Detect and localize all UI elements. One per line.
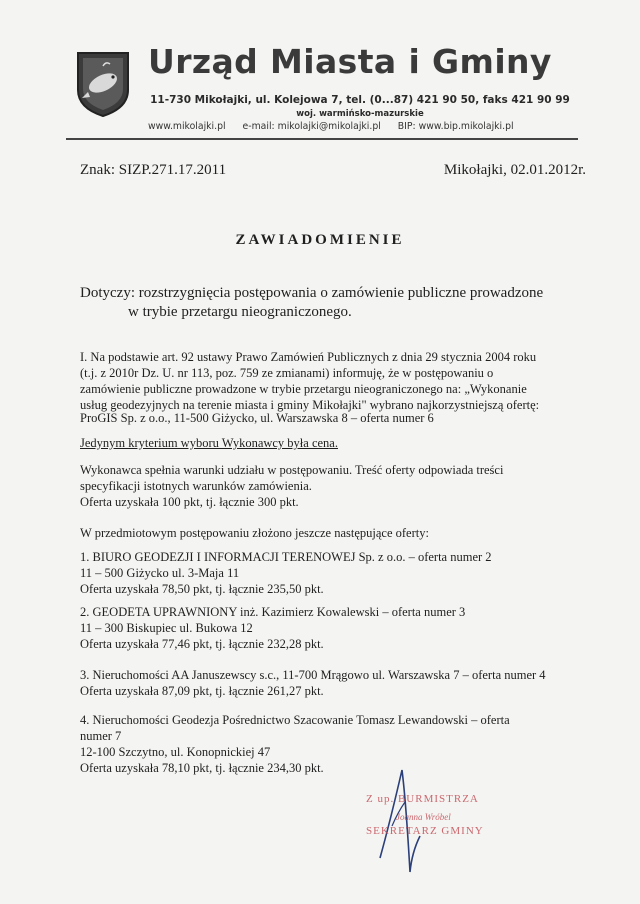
letterhead-title: Urząd Miasta i Gminy (148, 42, 552, 81)
criterion-line (80, 435, 580, 451)
offer-item (80, 667, 580, 699)
offer-item (80, 604, 580, 652)
text-line: specyfikacji istotnych warunków zamówienia. (80, 479, 312, 493)
document-reference: Znak: SIZP.271.17.2011 (80, 162, 227, 178)
bip-link[interactable]: www.bip.mikolajki.pl (418, 121, 514, 132)
stamp-line: Joanna Wróbel (396, 812, 451, 822)
text-line: zamówienie publiczne prowadzone w trybie przetargu nieograniczonego na: „Wykonanie (80, 382, 527, 396)
website-link[interactable]: www.mikolajki.pl (148, 121, 226, 132)
text-line: Oferta uzyskała 78,50 pkt, tj. łącznie 235,50 pkt. (80, 582, 324, 596)
letterhead-divider (66, 138, 578, 140)
text-line: Wykonawca spełnia warunki udziału w postępowaniu. Treść oferty odpowiada treści (80, 463, 504, 477)
text-line: 11 – 500 Giżycko ul. 3-Maja 11 (80, 566, 240, 580)
document-date: Mikołajki, 02.01.2012r. (443, 162, 586, 178)
stamp-line: SEKRETARZ GMINY (366, 825, 484, 837)
text-line: 12-100 Szczytno, ul. Konopnickiej 47 (80, 745, 271, 759)
handwritten-signature (350, 762, 480, 882)
subject-line: w trybie przetargu nieograniczonego. (128, 304, 352, 320)
letterhead-address: 11-730 Mikołajki, ul. Kolejowa 7, tel. (0...87) 421 90 50, faks 421 90 99 (150, 94, 570, 106)
letterhead-contacts (148, 121, 568, 132)
subject-line: Dotyczy: rozstrzygnięcia postępowania o zamówienie publiczne prowadzone (80, 285, 544, 301)
text-line: (t.j. z 2010r Dz. U. nr 113, poz. 759 ze zmianami) informuję, że w postępowaniu o (80, 366, 494, 380)
intro-paragraph (80, 349, 580, 413)
stamp-line: Z up. BURMISTRZA (366, 793, 479, 805)
text-line: 11 – 300 Biskupiec ul. Bukowa 12 (80, 621, 253, 635)
document-subject (80, 284, 580, 322)
text-line: numer 7 (80, 729, 122, 743)
text-line: Oferta uzyskała 87,09 pkt, tj. łącznie 261,27 pkt. (80, 684, 324, 698)
winner-line (80, 410, 580, 426)
offer-item (80, 712, 580, 776)
text-line: Oferta uzyskała 100 pkt, tj. łącznie 300 pkt. (80, 495, 299, 509)
email-link[interactable]: mikolajki@mikolajki.pl (277, 121, 381, 132)
email-label: e-mail: (242, 121, 275, 132)
offer-item (80, 549, 580, 597)
coat-of-arms-logo (74, 50, 132, 118)
text-line: 3. Nieruchomości AA Januszewscy s.c., 11-700 Mrągowo ul. Warszawska 7 – oferta numer 4 (80, 668, 546, 682)
text-line: 1. BIURO GEODEZJI I INFORMACJI TERENOWEJ Sp. z o.o. – oferta numer 2 (80, 550, 492, 564)
other-offers-intro (80, 525, 580, 541)
letterhead-voivodeship: woj. warmińsko-mazurskie (296, 109, 424, 119)
document-heading: ZAWIADOMIENIE (235, 232, 405, 248)
text-line: Jedynym kryterium wyboru Wykonawcy była cena. (80, 436, 338, 450)
text-line: 2. GEODETA UPRAWNIONY inż. Kazimierz Kowalewski – oferta numer 3 (80, 605, 466, 619)
text-line: Oferta uzyskała 77,46 pkt, tj. łącznie 232,28 pkt. (80, 637, 324, 651)
text-line: I. Na podstawie art. 92 ustawy Prawo Zamówień Publicznych z dnia 29 stycznia 2004 roku (80, 350, 537, 364)
conditions-paragraph (80, 462, 580, 510)
text-line: usług geodezyjnych na terenie miasta i gminy Mikołajki" wybrano najkorzystniejszą ofertę: (80, 398, 540, 412)
bip-label: BIP: (397, 121, 416, 132)
text-line: Oferta uzyskała 78,10 pkt, tj. łącznie 234,30 pkt. (80, 761, 324, 775)
text-line: 4. Nieruchomości Geodezja Pośrednictwo Szacowanie Tomasz Lewandowski – oferta (80, 713, 510, 727)
text-line: ProGIS Sp. z o.o., 11-500 Giżycko, ul. Warszawska 8 – oferta numer 6 (80, 411, 434, 425)
text-line: W przedmiotowym postępowaniu złożono jeszcze następujące oferty: (80, 526, 429, 540)
